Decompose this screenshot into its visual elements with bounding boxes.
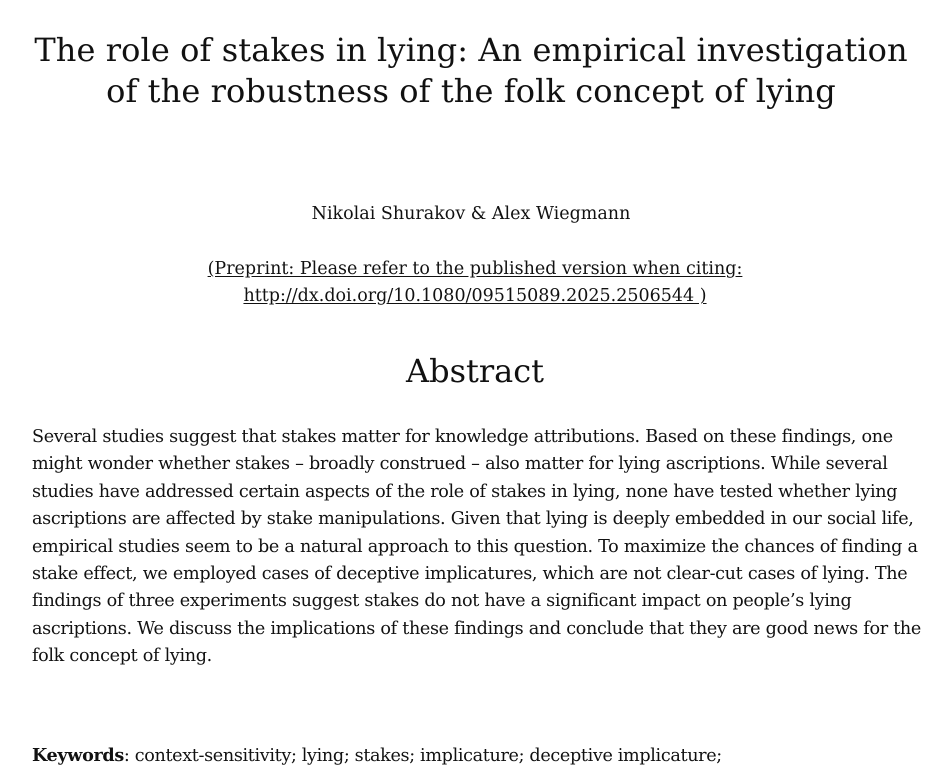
preprint-link-line-1[interactable]: (Preprint: Please refer to the published version when citing:: [207, 259, 743, 279]
abstract-text: Several studies suggest that stakes matter for knowledge attributions. Based on these findings, one might wonder whether stakes – broadly construed – also matter for lying ascriptions. While several studies have addressed certain aspects of the role of stakes in lying, none have tested whether lying ascriptions are affected by stake manipulations. Given that lying is deeply embedded in our social life, empirical studies seem to be a natural approach to this question. To maximize the chances of finding a stake effect, we employed cases of deceptive implicatures, which are not clear-cut cases of lying. The findings of three experiments suggest stakes do not have a significant impact on people’s lying ascriptions. We discuss the implications of these findings and conclude that they are good news for the folk concept of lying.: [32, 427, 921, 667]
abstract-heading: Abstract: [405, 352, 545, 390]
keywords-line: [32, 742, 932, 770]
doi-link[interactable]: http://dx.doi.org/10.1080/09515089.2025.2506544 ): [243, 286, 707, 306]
paper-authors: Nikolai Shurakov & Alex Wiegmann: [311, 204, 631, 224]
keywords-list: : context-sensitivity; lying; stakes; implicature; deceptive implicature;: [123, 746, 722, 766]
paper-title: The role of stakes in lying: An empirical investigation of the robustness of the folk concept of lying: [34, 31, 908, 110]
keywords-label: Keywords: [32, 745, 124, 766]
preprint-notice: [0, 256, 942, 310]
